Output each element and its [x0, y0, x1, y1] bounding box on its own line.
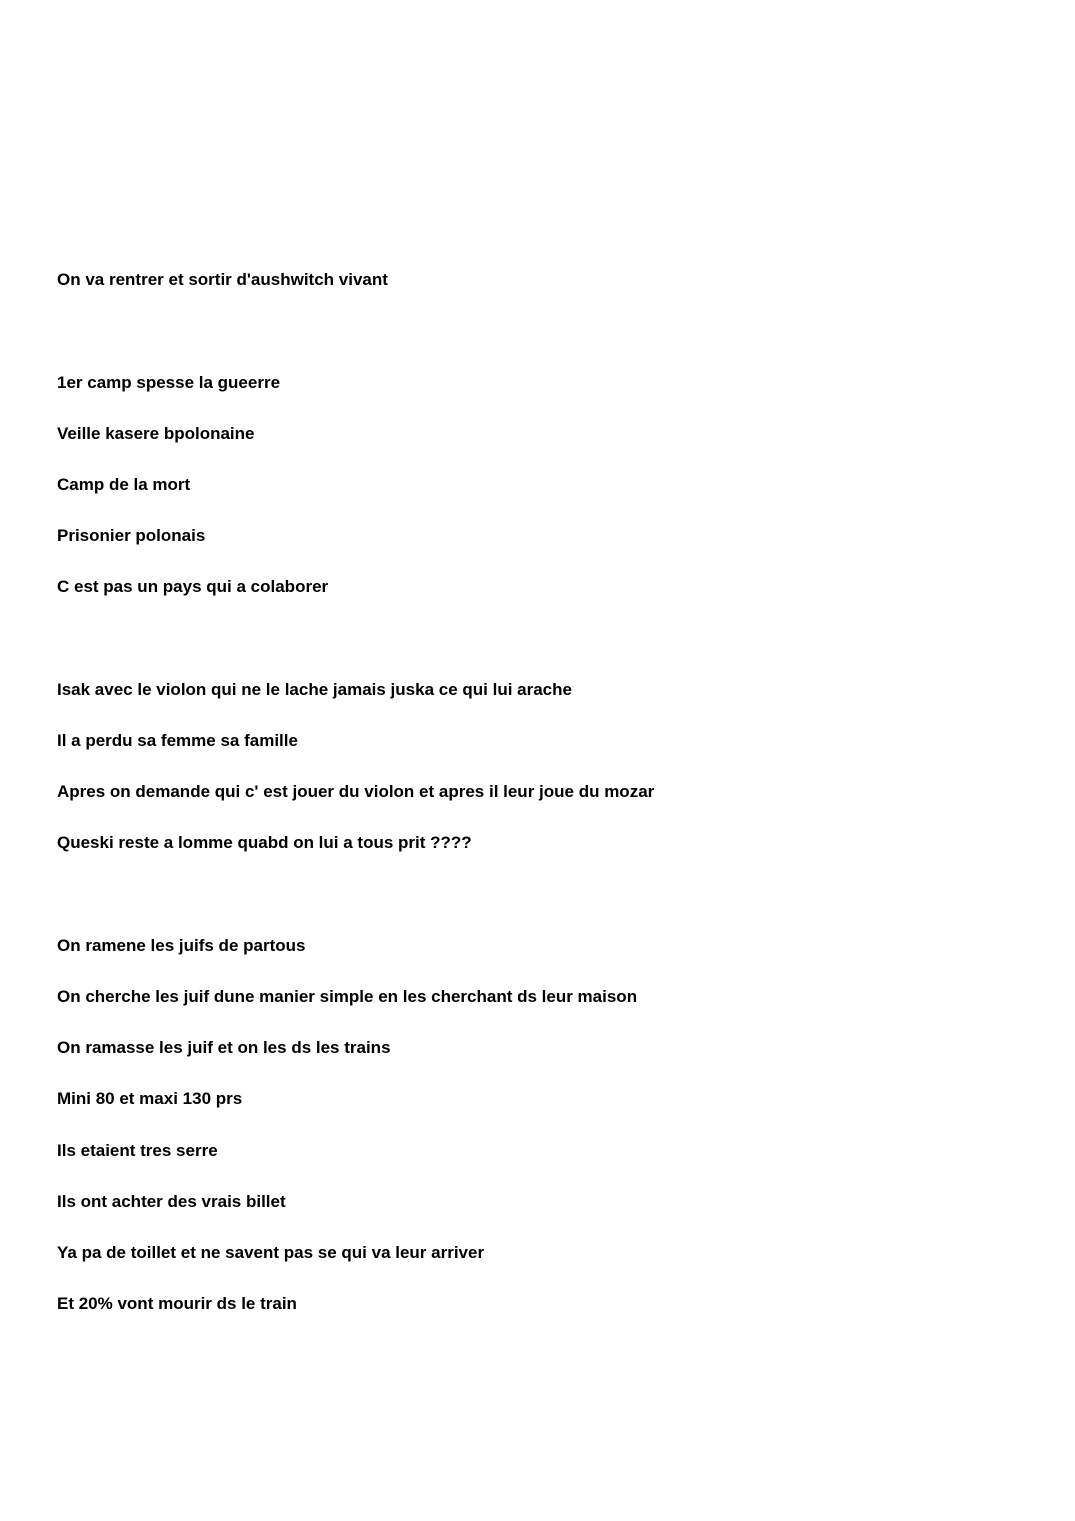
text-line: On va rentrer et sortir d'aushwitch vivant: [57, 270, 388, 289]
text-line: Ils etaient tres serre: [57, 1141, 218, 1160]
text-line: Ya pa de toillet et ne savent pas se qui va leur arriver: [57, 1243, 485, 1262]
text-line: Veille kasere bpolonaine: [57, 424, 255, 443]
text-line: Isak avec le violon qui ne le lache jamais juska ce qui lui arache: [57, 680, 572, 699]
text-line: On ramene les juifs de partous: [57, 936, 306, 955]
text-line: 1er camp spesse la gueerre: [57, 373, 281, 392]
text-line: Mini 80 et maxi 130 prs: [57, 1089, 243, 1108]
text-line: Ils ont achter des vrais billet: [57, 1192, 286, 1211]
text-line: On ramasse les juif et on les ds les trains: [57, 1038, 391, 1057]
text-line: Camp de la mort: [57, 475, 191, 494]
text-line: Il a perdu sa femme sa famille: [57, 731, 298, 750]
text-line: Apres on demande qui c' est jouer du violon et apres il leur joue du mozar: [57, 782, 655, 801]
text-line: Et 20% vont mourir ds le train: [57, 1294, 297, 1313]
text-line: C est pas un pays qui a colaborer: [57, 577, 329, 596]
text-line: Queski reste a lomme quabd on lui a tous prit ????: [57, 833, 472, 852]
text-line: On cherche les juif dune manier simple en les cherchant ds leur maison: [57, 987, 638, 1006]
text-line: Prisonier polonais: [57, 526, 206, 545]
